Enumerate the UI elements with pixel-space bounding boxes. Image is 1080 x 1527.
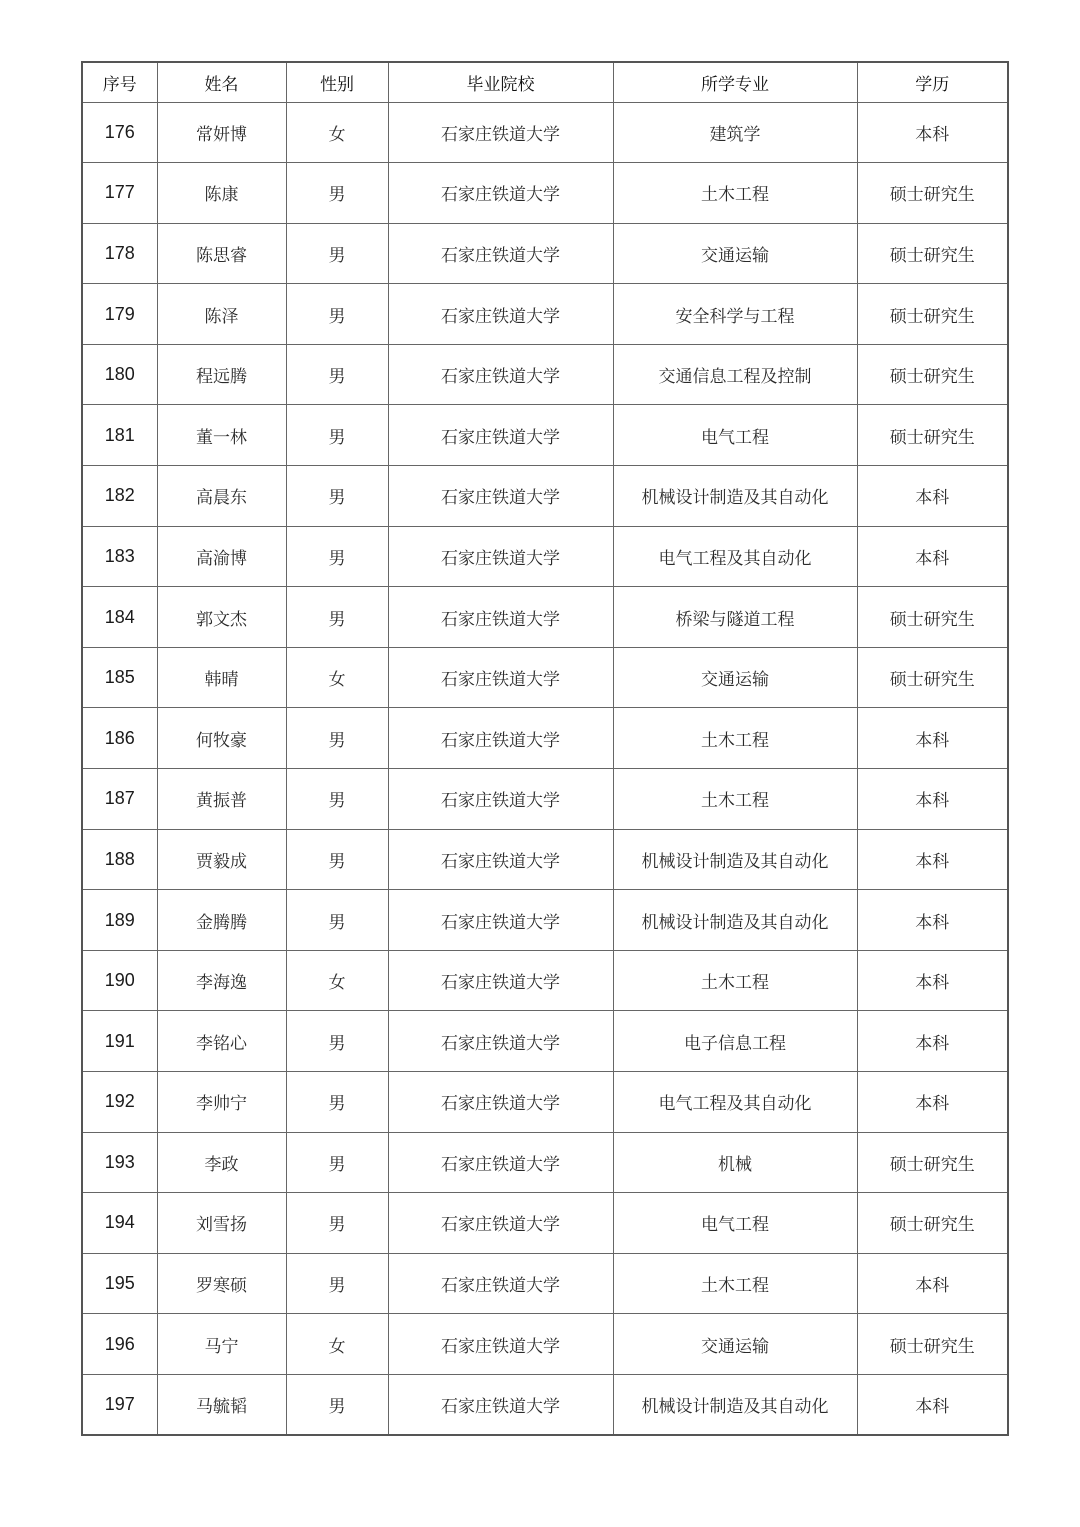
cell-gender: 男 — [286, 708, 388, 769]
cell-school: 石家庄铁道大学 — [388, 1072, 613, 1133]
cell-name: 何牧豪 — [157, 708, 286, 769]
cell-name: 陈康 — [157, 163, 286, 224]
table-row — [82, 1011, 1008, 1072]
header-cell-gender: 性别 — [286, 62, 388, 102]
cell-school: 石家庄铁道大学 — [388, 890, 613, 951]
cell-index: 177 — [82, 163, 157, 224]
cell-degree: 硕士研究生 — [857, 647, 1008, 708]
cell-name: 黄振普 — [157, 769, 286, 830]
table-row — [82, 405, 1008, 466]
table-row — [82, 1132, 1008, 1193]
cell-major: 电气工程 — [613, 1193, 857, 1254]
cell-school: 石家庄铁道大学 — [388, 1011, 613, 1072]
header-cell-name: 姓名 — [157, 62, 286, 102]
cell-name: 李政 — [157, 1132, 286, 1193]
cell-degree: 本科 — [857, 950, 1008, 1011]
cell-degree: 硕士研究生 — [857, 1193, 1008, 1254]
table-row — [82, 284, 1008, 345]
cell-name: 程远腾 — [157, 344, 286, 405]
cell-major: 交通运输 — [613, 1314, 857, 1375]
header-cell-index: 序号 — [82, 62, 157, 102]
cell-name: 高晨东 — [157, 466, 286, 527]
cell-gender: 男 — [286, 1072, 388, 1133]
cell-degree: 硕士研究生 — [857, 223, 1008, 284]
cell-index: 181 — [82, 405, 157, 466]
cell-index: 182 — [82, 466, 157, 527]
cell-gender: 男 — [286, 344, 388, 405]
table-row — [82, 344, 1008, 405]
cell-school: 石家庄铁道大学 — [388, 829, 613, 890]
cell-major: 机械设计制造及其自动化 — [613, 1374, 857, 1435]
table-row — [82, 1193, 1008, 1254]
cell-name: 韩晴 — [157, 647, 286, 708]
cell-name: 刘雪扬 — [157, 1193, 286, 1254]
cell-degree: 本科 — [857, 769, 1008, 830]
cell-name: 罗寒硕 — [157, 1253, 286, 1314]
cell-gender: 男 — [286, 1011, 388, 1072]
cell-major: 土木工程 — [613, 769, 857, 830]
cell-index: 197 — [82, 1374, 157, 1435]
cell-degree: 本科 — [857, 1253, 1008, 1314]
table-row — [82, 950, 1008, 1011]
cell-major: 交通信息工程及控制 — [613, 344, 857, 405]
cell-major: 土木工程 — [613, 1253, 857, 1314]
table-row — [82, 708, 1008, 769]
table-row — [82, 647, 1008, 708]
header-cell-major: 所学专业 — [613, 62, 857, 102]
cell-degree: 硕士研究生 — [857, 405, 1008, 466]
cell-index: 191 — [82, 1011, 157, 1072]
cell-school: 石家庄铁道大学 — [388, 1132, 613, 1193]
cell-major: 电气工程及其自动化 — [613, 526, 857, 587]
table-body — [82, 102, 1008, 1435]
cell-degree: 本科 — [857, 708, 1008, 769]
cell-name: 马宁 — [157, 1314, 286, 1375]
cell-major: 土木工程 — [613, 950, 857, 1011]
cell-gender: 女 — [286, 950, 388, 1011]
cell-name: 常妍博 — [157, 102, 286, 163]
table-row — [82, 466, 1008, 527]
cell-degree: 本科 — [857, 890, 1008, 951]
cell-index: 176 — [82, 102, 157, 163]
cell-name: 李海逸 — [157, 950, 286, 1011]
document-page — [81, 61, 1007, 1436]
cell-gender: 男 — [286, 223, 388, 284]
cell-index: 178 — [82, 223, 157, 284]
cell-school: 石家庄铁道大学 — [388, 223, 613, 284]
cell-degree: 硕士研究生 — [857, 587, 1008, 648]
cell-school: 石家庄铁道大学 — [388, 466, 613, 527]
cell-name: 郭文杰 — [157, 587, 286, 648]
cell-gender: 女 — [286, 1314, 388, 1375]
cell-name: 李帅宁 — [157, 1072, 286, 1133]
cell-name: 陈泽 — [157, 284, 286, 345]
cell-name: 金腾腾 — [157, 890, 286, 951]
cell-school: 石家庄铁道大学 — [388, 1253, 613, 1314]
cell-degree: 硕士研究生 — [857, 163, 1008, 224]
cell-degree: 本科 — [857, 1374, 1008, 1435]
cell-degree: 本科 — [857, 526, 1008, 587]
cell-school: 石家庄铁道大学 — [388, 344, 613, 405]
cell-degree: 硕士研究生 — [857, 1132, 1008, 1193]
header-row — [82, 62, 1008, 102]
cell-gender: 男 — [286, 587, 388, 648]
cell-major: 土木工程 — [613, 708, 857, 769]
cell-name: 马毓韬 — [157, 1374, 286, 1435]
table-row — [82, 1253, 1008, 1314]
cell-major: 建筑学 — [613, 102, 857, 163]
cell-school: 石家庄铁道大学 — [388, 708, 613, 769]
cell-gender: 男 — [286, 526, 388, 587]
table-row — [82, 587, 1008, 648]
cell-gender: 男 — [286, 284, 388, 345]
cell-school: 石家庄铁道大学 — [388, 102, 613, 163]
cell-gender: 男 — [286, 1253, 388, 1314]
cell-gender: 女 — [286, 102, 388, 163]
cell-school: 石家庄铁道大学 — [388, 1314, 613, 1375]
cell-name: 陈思睿 — [157, 223, 286, 284]
cell-school: 石家庄铁道大学 — [388, 587, 613, 648]
cell-degree: 本科 — [857, 466, 1008, 527]
cell-index: 192 — [82, 1072, 157, 1133]
cell-school: 石家庄铁道大学 — [388, 526, 613, 587]
cell-degree: 本科 — [857, 102, 1008, 163]
cell-index: 187 — [82, 769, 157, 830]
cell-gender: 男 — [286, 405, 388, 466]
cell-gender: 男 — [286, 1132, 388, 1193]
table-row — [82, 526, 1008, 587]
cell-school: 石家庄铁道大学 — [388, 1374, 613, 1435]
cell-major: 桥梁与隧道工程 — [613, 587, 857, 648]
cell-gender: 男 — [286, 769, 388, 830]
cell-school: 石家庄铁道大学 — [388, 163, 613, 224]
cell-index: 180 — [82, 344, 157, 405]
table-row — [82, 1072, 1008, 1133]
table-row — [82, 163, 1008, 224]
cell-degree: 本科 — [857, 829, 1008, 890]
cell-degree: 本科 — [857, 1011, 1008, 1072]
cell-gender: 男 — [286, 1374, 388, 1435]
table-row — [82, 829, 1008, 890]
cell-major: 电气工程 — [613, 405, 857, 466]
cell-major: 机械设计制造及其自动化 — [613, 466, 857, 527]
cell-major: 交通运输 — [613, 223, 857, 284]
cell-gender: 男 — [286, 466, 388, 527]
cell-index: 184 — [82, 587, 157, 648]
cell-degree: 硕士研究生 — [857, 1314, 1008, 1375]
table-row — [82, 102, 1008, 163]
cell-name: 贾毅成 — [157, 829, 286, 890]
cell-index: 183 — [82, 526, 157, 587]
cell-index: 190 — [82, 950, 157, 1011]
cell-index: 196 — [82, 1314, 157, 1375]
cell-degree: 硕士研究生 — [857, 284, 1008, 345]
table-row — [82, 890, 1008, 951]
cell-major: 机械设计制造及其自动化 — [613, 890, 857, 951]
cell-index: 186 — [82, 708, 157, 769]
header-cell-degree: 学历 — [857, 62, 1008, 102]
cell-school: 石家庄铁道大学 — [388, 950, 613, 1011]
cell-major: 安全科学与工程 — [613, 284, 857, 345]
cell-name: 高渝博 — [157, 526, 286, 587]
table-row — [82, 1314, 1008, 1375]
table-row — [82, 1374, 1008, 1435]
cell-gender: 男 — [286, 890, 388, 951]
cell-school: 石家庄铁道大学 — [388, 284, 613, 345]
cell-major: 机械 — [613, 1132, 857, 1193]
cell-gender: 女 — [286, 647, 388, 708]
cell-name: 李铭心 — [157, 1011, 286, 1072]
cell-major: 交通运输 — [613, 647, 857, 708]
cell-school: 石家庄铁道大学 — [388, 1193, 613, 1254]
cell-major: 机械设计制造及其自动化 — [613, 829, 857, 890]
cell-index: 188 — [82, 829, 157, 890]
table-row — [82, 769, 1008, 830]
cell-school: 石家庄铁道大学 — [388, 647, 613, 708]
cell-degree: 本科 — [857, 1072, 1008, 1133]
cell-index: 179 — [82, 284, 157, 345]
cell-school: 石家庄铁道大学 — [388, 405, 613, 466]
cell-school: 石家庄铁道大学 — [388, 769, 613, 830]
header-cell-school: 毕业院校 — [388, 62, 613, 102]
cell-gender: 男 — [286, 1193, 388, 1254]
cell-index: 194 — [82, 1193, 157, 1254]
cell-major: 电子信息工程 — [613, 1011, 857, 1072]
table-row — [82, 223, 1008, 284]
cell-major: 电气工程及其自动化 — [613, 1072, 857, 1133]
cell-gender: 男 — [286, 163, 388, 224]
cell-major: 土木工程 — [613, 163, 857, 224]
cell-index: 193 — [82, 1132, 157, 1193]
cell-name: 董一林 — [157, 405, 286, 466]
cell-index: 195 — [82, 1253, 157, 1314]
roster-table — [81, 61, 1009, 1436]
cell-degree: 硕士研究生 — [857, 344, 1008, 405]
cell-index: 185 — [82, 647, 157, 708]
cell-gender: 男 — [286, 829, 388, 890]
cell-index: 189 — [82, 890, 157, 951]
